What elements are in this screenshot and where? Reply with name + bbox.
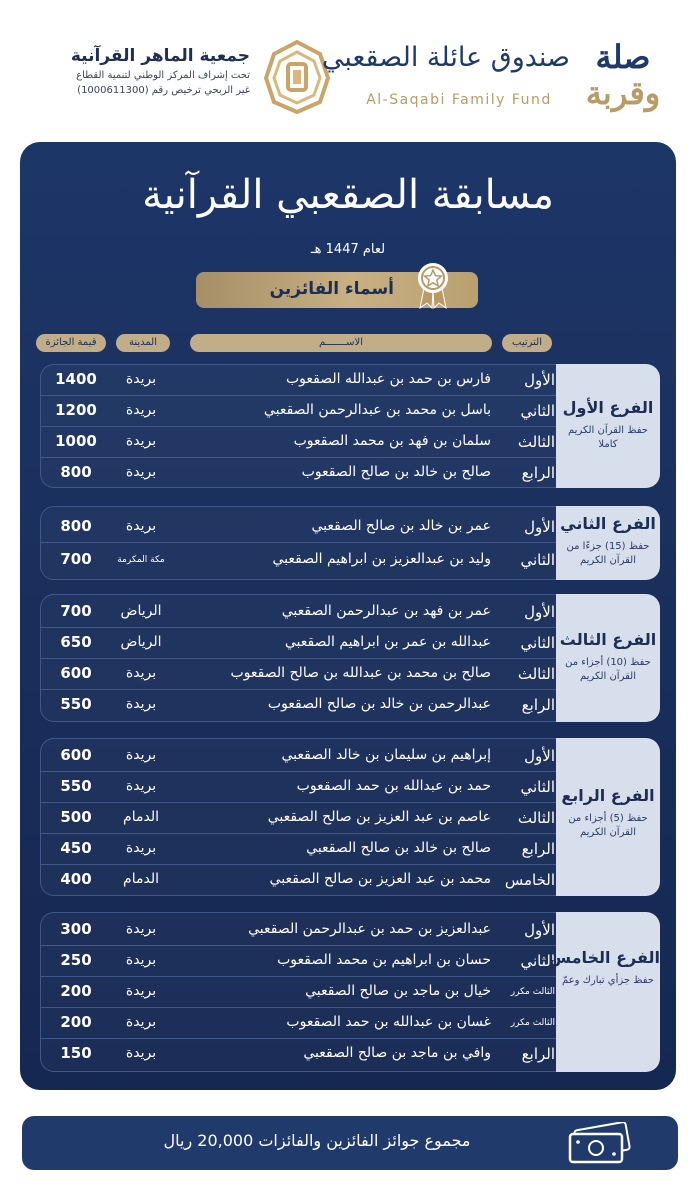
row-rank: الثالث مكرر — [510, 1018, 555, 1028]
row-prize: 800 — [60, 463, 92, 481]
row-name: صالح بن خالد بن صالح الصقعبي — [306, 840, 491, 856]
branch-label-4 — [556, 738, 660, 896]
branch-description: حفظ (15) جزءًا من القرآن الكريم — [566, 541, 650, 566]
table-row — [41, 803, 561, 834]
row-city: بريدة — [125, 778, 157, 794]
branch-5-rows — [40, 912, 560, 1072]
row-name: عاصم بن عبد العزيز بن صالح الصقعبي — [267, 809, 491, 825]
maher-association-logo — [52, 42, 332, 122]
row-city: بريدة — [125, 1014, 157, 1030]
row-prize: 550 — [60, 777, 92, 795]
table-row — [41, 628, 561, 659]
table-row — [41, 977, 561, 1008]
branch-group-3 — [40, 594, 660, 722]
table-row — [41, 1039, 561, 1070]
branch-description: حفظ (10) أجزاء من القرآن الكريم — [565, 657, 651, 682]
row-name: عمر بن فهد بن عبدالرحمن الصقعبي — [281, 603, 491, 619]
row-city: بريدة — [125, 665, 157, 681]
row-city: بريدة — [125, 371, 157, 387]
association-name: جمعية الماهر القرآنية — [70, 46, 250, 66]
row-prize: 450 — [60, 839, 92, 857]
row-city: بريدة — [125, 921, 157, 937]
column-header-name: الاســـــــم — [190, 334, 492, 352]
total-prizes-text: مجموع جوائز الفائزين والفائزات 20,000 ريال — [163, 1131, 471, 1150]
table-row — [41, 690, 561, 721]
row-city: بريدة — [125, 840, 157, 856]
row-prize: 200 — [60, 1013, 92, 1031]
brand-word-1: صلة — [595, 38, 651, 76]
row-name: حمد بن عبدالله بن حمد الصقعوب — [296, 778, 491, 794]
row-name: صالح بن خالد بن صالح الصقعوب — [301, 464, 491, 480]
row-city: بريدة — [125, 952, 157, 968]
row-prize: 700 — [60, 602, 92, 620]
brand-word-2: وقربة — [585, 74, 661, 112]
row-rank: الثالث مكرر — [510, 987, 555, 997]
row-rank: الرابع — [521, 464, 555, 482]
row-name: عبدالرحمن بن خالد بن صالح الصقعوب — [267, 696, 491, 712]
branch-2-rows — [40, 506, 560, 580]
row-name: وافي بن ماجد بن صالح الصقعبي — [303, 1045, 491, 1061]
row-prize: 500 — [60, 808, 92, 826]
row-rank: الأول — [524, 518, 555, 536]
branch-label-3 — [556, 594, 660, 722]
row-name: وليد بن عبدالعزيز بن ابراهيم الصقعبي — [272, 551, 491, 567]
branch-label-2 — [556, 506, 660, 580]
column-header-prize: قيمة الجائزة — [36, 334, 106, 352]
saqabi-fund-logo — [321, 30, 680, 120]
row-rank: الثالث — [517, 665, 555, 683]
row-name: إبراهيم بن سليمان بن خالد الصقعبي — [281, 747, 491, 763]
row-prize: 200 — [60, 982, 92, 1000]
row-city: بريدة — [125, 1045, 157, 1061]
row-rank: الرابع — [521, 696, 555, 714]
table-row — [41, 597, 561, 628]
table-row — [41, 512, 561, 543]
branch-name: الفرع الثاني — [560, 514, 656, 533]
row-city: الرياض — [120, 634, 162, 650]
row-prize: 1000 — [55, 432, 97, 450]
table-row — [41, 772, 561, 803]
row-name: حسان بن ابراهيم بن محمد الصقعوب — [277, 952, 491, 968]
branch-4-rows — [40, 738, 560, 896]
branch-name: الفرع الثالث — [559, 630, 657, 649]
table-row — [41, 545, 561, 576]
row-city: بريدة — [125, 983, 157, 999]
row-rank: الأول — [524, 371, 555, 389]
table-row — [41, 458, 561, 489]
branch-group-4 — [40, 738, 660, 896]
column-headers — [20, 334, 676, 354]
row-rank: الأول — [524, 921, 555, 939]
table-row — [41, 865, 561, 896]
row-prize: 600 — [60, 746, 92, 764]
branch-3-rows — [40, 594, 560, 722]
row-prize: 700 — [60, 550, 92, 568]
winners-heading — [196, 272, 478, 308]
row-city: بريدة — [125, 696, 157, 712]
branch-group-2 — [40, 506, 660, 580]
row-rank: الثاني — [520, 402, 555, 420]
award-medal-icon — [416, 260, 450, 310]
row-rank: الثالث — [517, 433, 555, 451]
row-city: بريدة — [125, 747, 157, 763]
row-name: باسل بن محمد بن عبدالرحمن الصقعبي — [263, 402, 491, 418]
row-rank: الأول — [524, 747, 555, 765]
row-name: غسان بن عبدالله بن حمد الصقعوب — [286, 1014, 491, 1030]
table-row — [41, 946, 561, 977]
row-prize: 1400 — [55, 370, 97, 388]
row-name: صالح بن محمد بن عبدالله بن صالح الصقعوب — [230, 665, 491, 681]
row-prize: 300 — [60, 920, 92, 938]
branch-description: حفظ القرآن الكريم كاملا — [568, 425, 648, 450]
table-row — [41, 659, 561, 690]
row-prize: 400 — [60, 870, 92, 888]
header — [0, 0, 696, 130]
row-prize: 800 — [60, 517, 92, 535]
branch-description: حفظ جزأي تبارك وعمّ — [562, 975, 654, 986]
total-prizes-banner — [22, 1116, 678, 1170]
row-prize: 250 — [60, 951, 92, 969]
row-city: الدمام — [123, 871, 159, 887]
table-row — [41, 834, 561, 865]
competition-year: لعام 1447 هـ — [310, 242, 386, 257]
column-header-city: المدينة — [116, 334, 170, 352]
row-city: الرياض — [120, 603, 162, 619]
fund-name-arabic: صندوق عائلة الصقعبي — [321, 42, 570, 73]
branch-1-rows — [40, 364, 560, 488]
competition-title: مسابقة الصقعبي القرآنية — [142, 172, 554, 218]
row-name: فارس بن حمد بن عبدالله الصقعوب — [285, 371, 491, 387]
branch-group-1 — [40, 364, 660, 488]
branch-name: الفرع الرابع — [561, 786, 655, 805]
row-rank: الثالث — [517, 809, 555, 827]
table-row — [41, 915, 561, 946]
row-rank: الرابع — [521, 840, 555, 858]
row-city: الدمام — [123, 809, 159, 825]
association-license-line: غير الربحي ترخيص رقم (1000611300) — [77, 85, 250, 96]
branch-label-5 — [548, 912, 660, 1072]
row-rank: الرابع — [521, 1045, 555, 1063]
row-prize: 550 — [60, 695, 92, 713]
table-row — [41, 365, 561, 396]
row-name: خيال بن ماجد بن صالح الصقعبي — [305, 983, 491, 999]
branch-label-1 — [556, 364, 660, 488]
branch-name: الفرع الخامس — [548, 948, 660, 967]
fund-name-english: Al-Saqabi Family Fund — [366, 92, 552, 108]
table-row — [41, 396, 561, 427]
row-rank: الثاني — [520, 551, 555, 569]
row-name: عبدالله بن عمر بن ابراهيم الصقعبي — [284, 634, 491, 650]
association-supervision-line: تحت إشراف المركز الوطني لتنمية القطاع — [76, 70, 250, 81]
row-prize: 150 — [60, 1044, 92, 1062]
row-rank: الثاني — [520, 778, 555, 796]
results-panel — [20, 142, 676, 1090]
branch-description: حفظ (5) أجزاء من القرآن الكريم — [568, 813, 648, 838]
row-city: بريدة — [125, 402, 157, 418]
row-rank: الثاني — [520, 634, 555, 652]
row-city: بريدة — [125, 433, 157, 449]
branch-group-5 — [40, 912, 660, 1072]
table-row — [41, 1008, 561, 1039]
row-prize: 600 — [60, 664, 92, 682]
row-rank: الخامس — [504, 871, 555, 889]
row-name: عبدالعزيز بن حمد بن عبدالرحمن الصقعبي — [248, 921, 491, 937]
row-name: محمد بن عبد العزيز بن صالح الصقعبي — [269, 871, 491, 887]
row-city: مكة المكرمة — [117, 555, 165, 565]
row-city: بريدة — [125, 518, 157, 534]
table-row — [41, 741, 561, 772]
table-row — [41, 427, 561, 458]
row-city: بريدة — [125, 464, 157, 480]
row-prize: 650 — [60, 633, 92, 651]
row-rank: الثاني — [520, 952, 555, 970]
branch-name: الفرع الأول — [562, 398, 654, 417]
column-header-rank: الترتيب — [502, 334, 552, 352]
row-name: عمر بن خالد بن صالح الصقعبي — [311, 518, 491, 534]
winners-label: أسماء الفائزين — [269, 279, 394, 299]
row-name: سلمان بن فهد بن محمد الصقعوب — [293, 433, 491, 449]
brand-mark — [578, 36, 668, 118]
row-rank: الأول — [524, 603, 555, 621]
row-prize: 1200 — [55, 401, 97, 419]
banknotes-icon — [562, 1122, 638, 1166]
